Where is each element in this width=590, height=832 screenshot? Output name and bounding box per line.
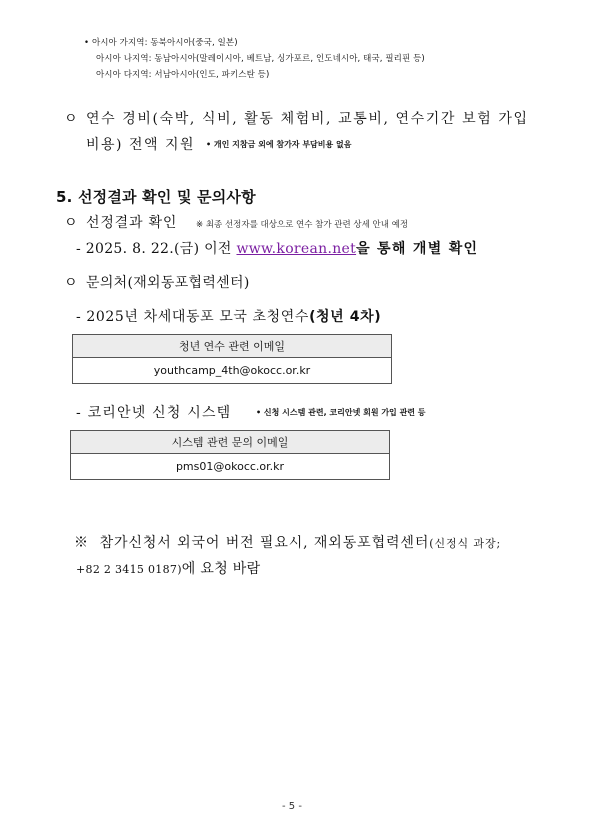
result-date-line — [76, 238, 478, 258]
cost-note: • 개인 지참금 외에 참가자 부담비용 없음 — [206, 140, 352, 149]
table-header: 청년 연수 관련 이메일 — [73, 335, 392, 358]
result-label: 선정결과 확인 — [86, 215, 178, 231]
footnote-text: 참가신청서 외국어 버전 필요시, 재외동포협력센터 — [99, 535, 430, 551]
system-email-table — [70, 430, 390, 480]
cost-line-2: 비용) 전액 지원 — [86, 137, 196, 153]
system-note: • 신청 시스템 관련, 코리안넷 회원 가입 관련 등 — [256, 408, 426, 417]
table-header: 시스템 관련 문의 이메일 — [71, 431, 390, 454]
footnote-line-1 — [74, 532, 501, 552]
region-line-c — [96, 68, 269, 80]
result-note: ※ 최종 선정자를 대상으로 연수 참가 관련 상세 안내 예정 — [196, 220, 409, 230]
footnote-text: 에 요청 바람 — [181, 561, 261, 577]
youth-email-table — [72, 334, 392, 384]
footnote-line-2 — [76, 558, 260, 578]
region-text: 아시아 나지역: 동남아시아(말레이시아, 베트남, 싱가포르, 인도네시아, 태국, 필리핀 등) — [96, 54, 425, 64]
youth-email-value[interactable]: youthcamp_4th@okocc.or.kr — [73, 358, 392, 384]
program-text: - 2025년 차세대동포 모국 초청연수 — [76, 309, 310, 325]
result-date-suffix: 을 통해 개별 확인 — [356, 241, 479, 257]
page-number: - 5 - — [282, 801, 302, 812]
footnote-phone: +82 2 3415 0187) — [76, 563, 182, 576]
system-email-value[interactable]: pms01@okocc.or.kr — [71, 454, 390, 480]
region-line-b — [96, 52, 425, 64]
koreannet-link[interactable]: www.korean.net — [236, 241, 357, 257]
result-date-text: - 2025. 8. 22.(금) 이전 — [76, 241, 237, 257]
bullet-dot: • — [84, 38, 90, 48]
region-text: 아시아 가지역: 동북아시아(중국, 일본) — [91, 38, 238, 48]
cost-line-1: 연수 경비(숙박, 식비, 활동 체험비, 교통비, 연수기간 보험 가입 — [86, 111, 529, 127]
reference-mark: ※ — [74, 535, 89, 551]
bullet-circle: ㅇ — [64, 275, 78, 291]
bullet-circle: ㅇ — [64, 215, 78, 231]
program-bold: (청년 4차) — [309, 309, 382, 325]
contact-label: 문의처(재외동포협력센터) — [86, 275, 250, 291]
region-text: 아시아 다지역: 서남아시아(인도, 파키스탄 등) — [96, 70, 270, 80]
program-line — [76, 306, 381, 326]
bullet-circle: ㅇ — [64, 111, 78, 127]
region-line-a — [84, 36, 238, 48]
section-title: 5. 선정결과 확인 및 문의사항 — [56, 188, 256, 206]
system-label: - 코리안넷 신청 시스템 — [76, 405, 232, 421]
footnote-contact: (신정식 과장; — [429, 537, 502, 550]
